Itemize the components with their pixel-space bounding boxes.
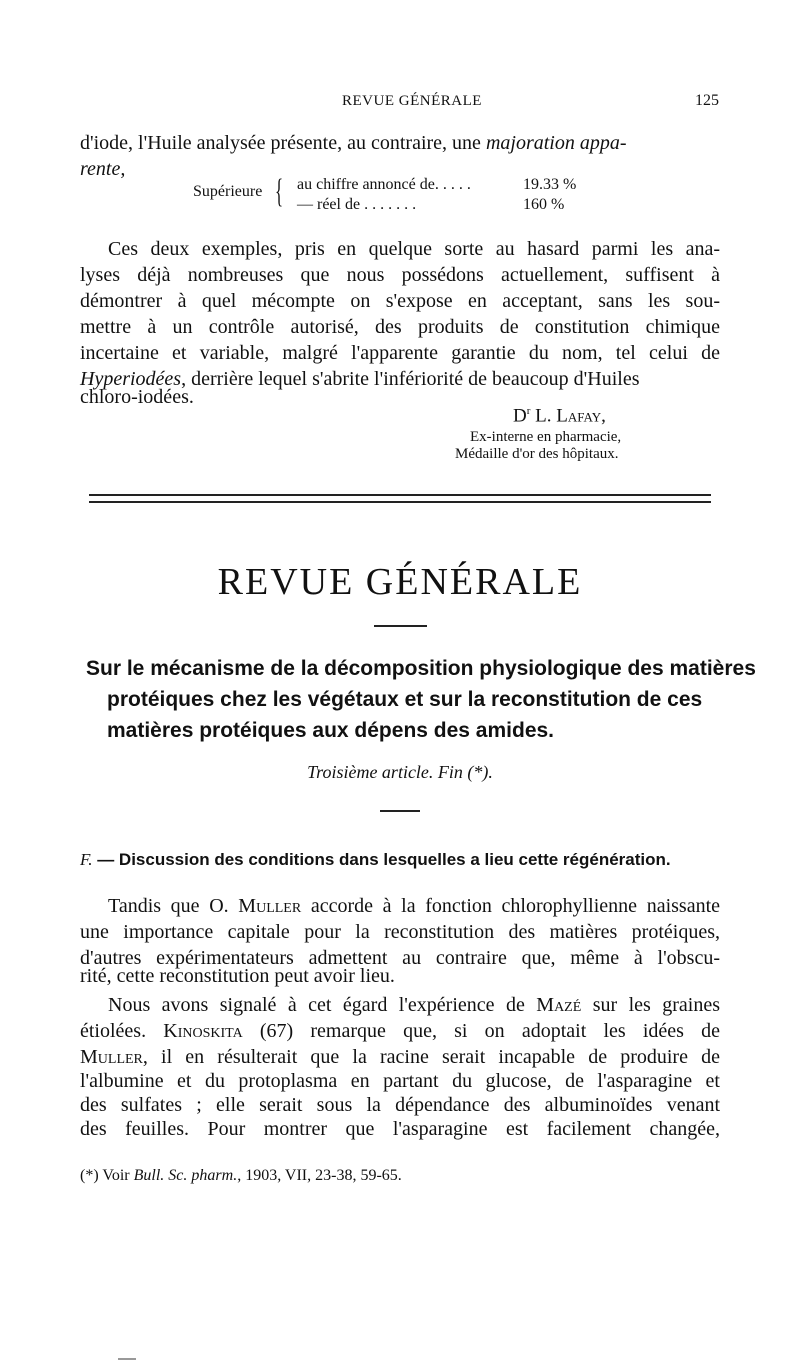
text-line: l'albumine et du protoplasma en partant du glucose, de l'asparagine et [80, 1070, 720, 1092]
comparison-row: — réel de . . . . . . . 160 % [297, 196, 565, 213]
author-affiliation: Médaille d'or des hôpitaux. [455, 446, 619, 462]
comparison-label: Supérieure [193, 183, 263, 200]
text-line: une importance capitale pour la reconstitution des matières protéiques, [80, 921, 720, 943]
text-line: Nous avons signalé à cet égard l'expérience de Mazé sur les graines [108, 994, 721, 1016]
text-line: lyses déjà nombreuses que nous possédons actuellement, suffisent à [80, 264, 720, 286]
article-subtitle: Troisième article. Fin (*). [307, 762, 493, 782]
text-line: incertaine et variable, malgré l'apparente garantie du nom, tel celui de [80, 342, 720, 364]
text-line: des feuilles. Pour montrer que l'asparagine est facilement changée, [80, 1118, 720, 1140]
article-title-line: matières protéiques aux dépens des amides. [107, 719, 555, 742]
page-number: 125 [695, 92, 719, 109]
author-signature: $D^r$ L. Lafay, [513, 405, 606, 427]
divider-rule [89, 501, 711, 503]
text-line: des sulfates ; elle serait sous la dépendance des albuminoïdes venant [80, 1094, 720, 1116]
text-line: mettre à un contrôle autorisé, des produits de constitution chimique [80, 316, 720, 338]
short-rule [374, 625, 427, 627]
author-affiliation: Ex-interne en pharmacie, [470, 429, 622, 445]
text-line: Muller, il en résulterait que la racine serait incapable de produire de [80, 1046, 720, 1068]
comparison-row: au chiffre annoncé de. . . . . 19.33 % [297, 176, 577, 193]
article-title-line: protéiques chez les végétaux et sur la reconstitution de ces [107, 688, 703, 711]
footnote: (*) Voir Bull. Sc. pharm., 1903, VII, 23-38, 59-65. [80, 1167, 402, 1184]
text-line: rente, [80, 158, 126, 180]
text-line: d'iode, l'Huile analysée présente, au contraire, une majoration appa- [80, 132, 627, 154]
divider-rule [89, 494, 711, 496]
short-rule [380, 810, 420, 812]
text-line: étiolées. Kinoskita (67) remarque que, si on adoptait les idées de [80, 1020, 720, 1042]
scan-smudge [118, 1358, 136, 1360]
text-line: démontrer à quel mécompte on s'expose en acceptant, sans les sou- [80, 290, 720, 312]
article-title-line: Sur le mécanisme de la décomposition physiologique des matières [86, 657, 756, 680]
brace-glyph: { [275, 173, 284, 210]
text-line: rité, cette reconstitution peut avoir lieu. [80, 965, 395, 987]
text-line: Tandis que O. Muller accorde à la fonction chlorophyllienne naissante [108, 895, 720, 917]
running-header-title: REVUE GÉNÉRALE [342, 93, 482, 109]
subsection-heading: F. — Discussion des conditions dans lesquelles a lieu cette régénération. [80, 850, 671, 869]
text-line: d'autres expérimentateurs admettent au contraire que, même à l'obscu- [80, 947, 720, 969]
text-line: chloro-iodées. [80, 386, 194, 408]
text-line: Ces deux exemples, pris en quelque sorte au hasard parmi les ana- [108, 238, 720, 260]
section-title: REVUE GÉNÉRALE [217, 561, 583, 603]
text-line: Hyperiodées, derrière lequel s'abrite l'infériorité de beaucoup d'Huiles [80, 368, 640, 390]
